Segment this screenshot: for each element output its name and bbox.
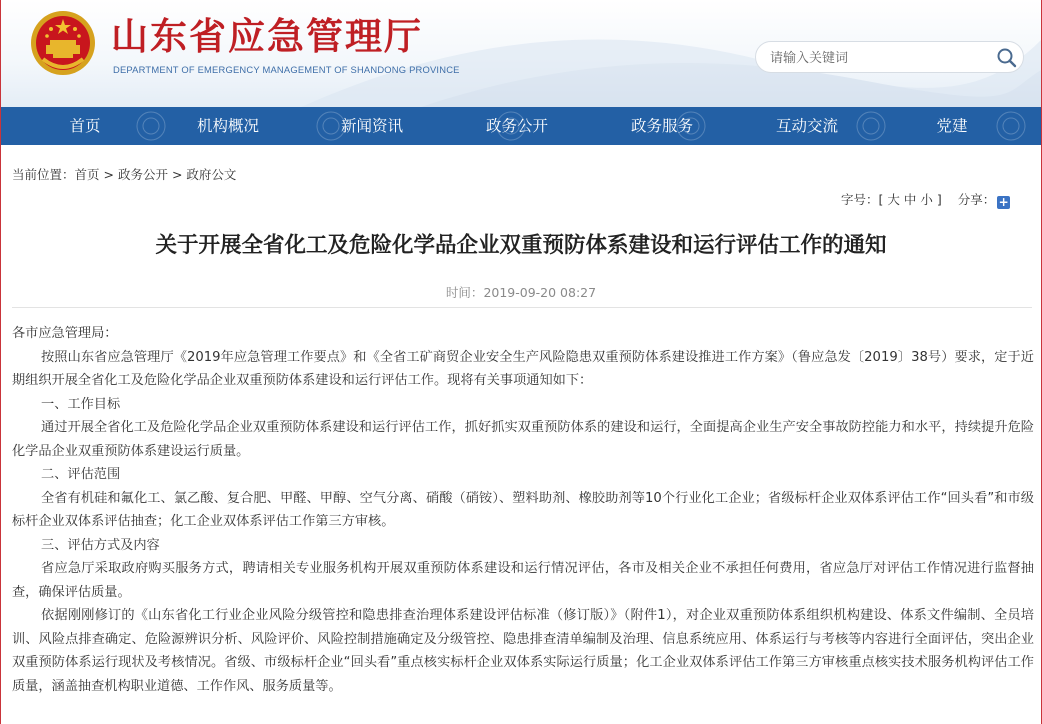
- breadcrumb-separator: >: [99, 167, 118, 182]
- article-tools: [841, 190, 1010, 209]
- search-icon[interactable]: [996, 47, 1017, 68]
- font-size-bracket-close: ]: [936, 192, 942, 207]
- section-heading: 三、评估方式及内容: [41, 537, 160, 553]
- nav-item-party-building[interactable]: 党建: [936, 117, 968, 135]
- paragraph: 通过开展全省化工及危险化学品企业双重预防体系建设和运行评估工作，抓好抓实双重预防体系的建设和运行，全面提高企业生产安全事故防控能力和水平，持续提升危险化学品企业双重预防体系建设运行质量。: [12, 420, 1034, 459]
- paragraph: 依据刚刚修订的《山东省化工行业企业风险分级管控和隐患排查治理体系建设评估标准（修订版）》（附件1），对企业双重预防体系组织机构建设、体系文件编制、全员培训、风险点排查确定、危险源辨识分析、风险评价、风险控制措施确定及分级管控、隐患排查清单编制及治理、信息系统应用、体系运行与考核等内容进行全面评估，突出企业双重预防体系运行现状及考核情况。省级、市级标杆企业“回头看”重点核实标杆企业双体系实际运行质量；化工企业双体系评估工作第三方审核重点核实技术服务机构评估工作质量，涵盖抽查机构职业道德、工作作风、服务质量等。: [12, 608, 1034, 694]
- paragraph: 全省有机硅和氟化工、氯乙酸、复合肥、甲醛、甲醇、空气分离、硝酸（硝铵）、塑料助剂、橡胶助剂等10个行业化工企业；省级标杆企业双体系评估工作“回头看”和市级标杆企业双体系评估抽查；化工企业双体系评估工作第三方审核。: [12, 490, 1034, 529]
- breadcrumb-prefix: 当前位置：: [12, 167, 75, 182]
- section-heading: 一、工作目标: [41, 396, 121, 412]
- nav-item-services[interactable]: 政务服务: [630, 117, 693, 135]
- site-subtitle: DEPARTMENT OF EMERGENCY MANAGEMENT OF SHANDONG PROVINCE: [113, 64, 460, 75]
- share-plus-icon[interactable]: +: [998, 195, 1009, 209]
- nav-item-interaction[interactable]: 互动交流: [775, 117, 838, 135]
- font-size-small[interactable]: 小: [920, 192, 933, 207]
- main-nav: [1, 107, 1041, 145]
- font-size-bracket-open: [: [878, 192, 884, 207]
- share-label: 分享：: [957, 192, 996, 207]
- article-title: 关于开展全省化工及危险化学品企业双重预防体系建设和运行评估工作的通知: [155, 233, 887, 258]
- paragraph: 按照山东省应急管理厅《2019年应急管理工作要点》和《全省工矿商贸企业安全生产风险隐患双重预防体系建设推进工作方案》（鲁应急发〔2019〕38号）要求，定于近期组织开展全省化工及危险化学品企业双重预防体系建设和运行评估工作。现将有关事项通知如下：: [12, 349, 1034, 388]
- breadcrumb-official-documents[interactable]: 政府公文: [186, 167, 237, 182]
- breadcrumb-home[interactable]: 首页: [74, 167, 100, 182]
- breadcrumb-government-affairs[interactable]: 政务公开: [117, 167, 168, 182]
- article-meta: [1, 283, 1041, 301]
- section-heading: 二、评估范围: [41, 467, 121, 482]
- font-size-large[interactable]: 大: [887, 192, 900, 207]
- font-size-medium[interactable]: 中: [903, 192, 917, 207]
- search-box: [755, 41, 1024, 73]
- nav-item-government-affairs[interactable]: 政务公开: [485, 117, 548, 135]
- nav-item-news[interactable]: 新闻资讯: [340, 117, 403, 135]
- site-title: 山东省应急管理厅: [111, 15, 423, 58]
- title-divider: [12, 307, 1032, 308]
- breadcrumb-separator: >: [167, 167, 187, 182]
- article-body: [12, 322, 1034, 698]
- time-label: 时间：: [445, 285, 484, 300]
- paragraph: 省应急厅采取政府购买服务方式，聘请相关专业服务机构开展双重预防体系建设和运行情况评估，各市及相关企业不承担任何费用，省应急厅对评估工作情况进行监督抽查，确保评估质量。: [12, 561, 1034, 600]
- font-size-label: 字号：: [841, 192, 879, 207]
- nav-item-home[interactable]: 首页: [69, 117, 101, 135]
- breadcrumb: [12, 165, 236, 183]
- nav-item-organization[interactable]: 机构概况: [196, 117, 259, 135]
- national-emblem-icon: [29, 9, 97, 77]
- publish-time: 2019-09-20 08:27: [483, 285, 597, 300]
- site-header: [1, 0, 1041, 107]
- salutation: 各市应急管理局：: [12, 326, 118, 341]
- search-input[interactable]: [768, 46, 994, 70]
